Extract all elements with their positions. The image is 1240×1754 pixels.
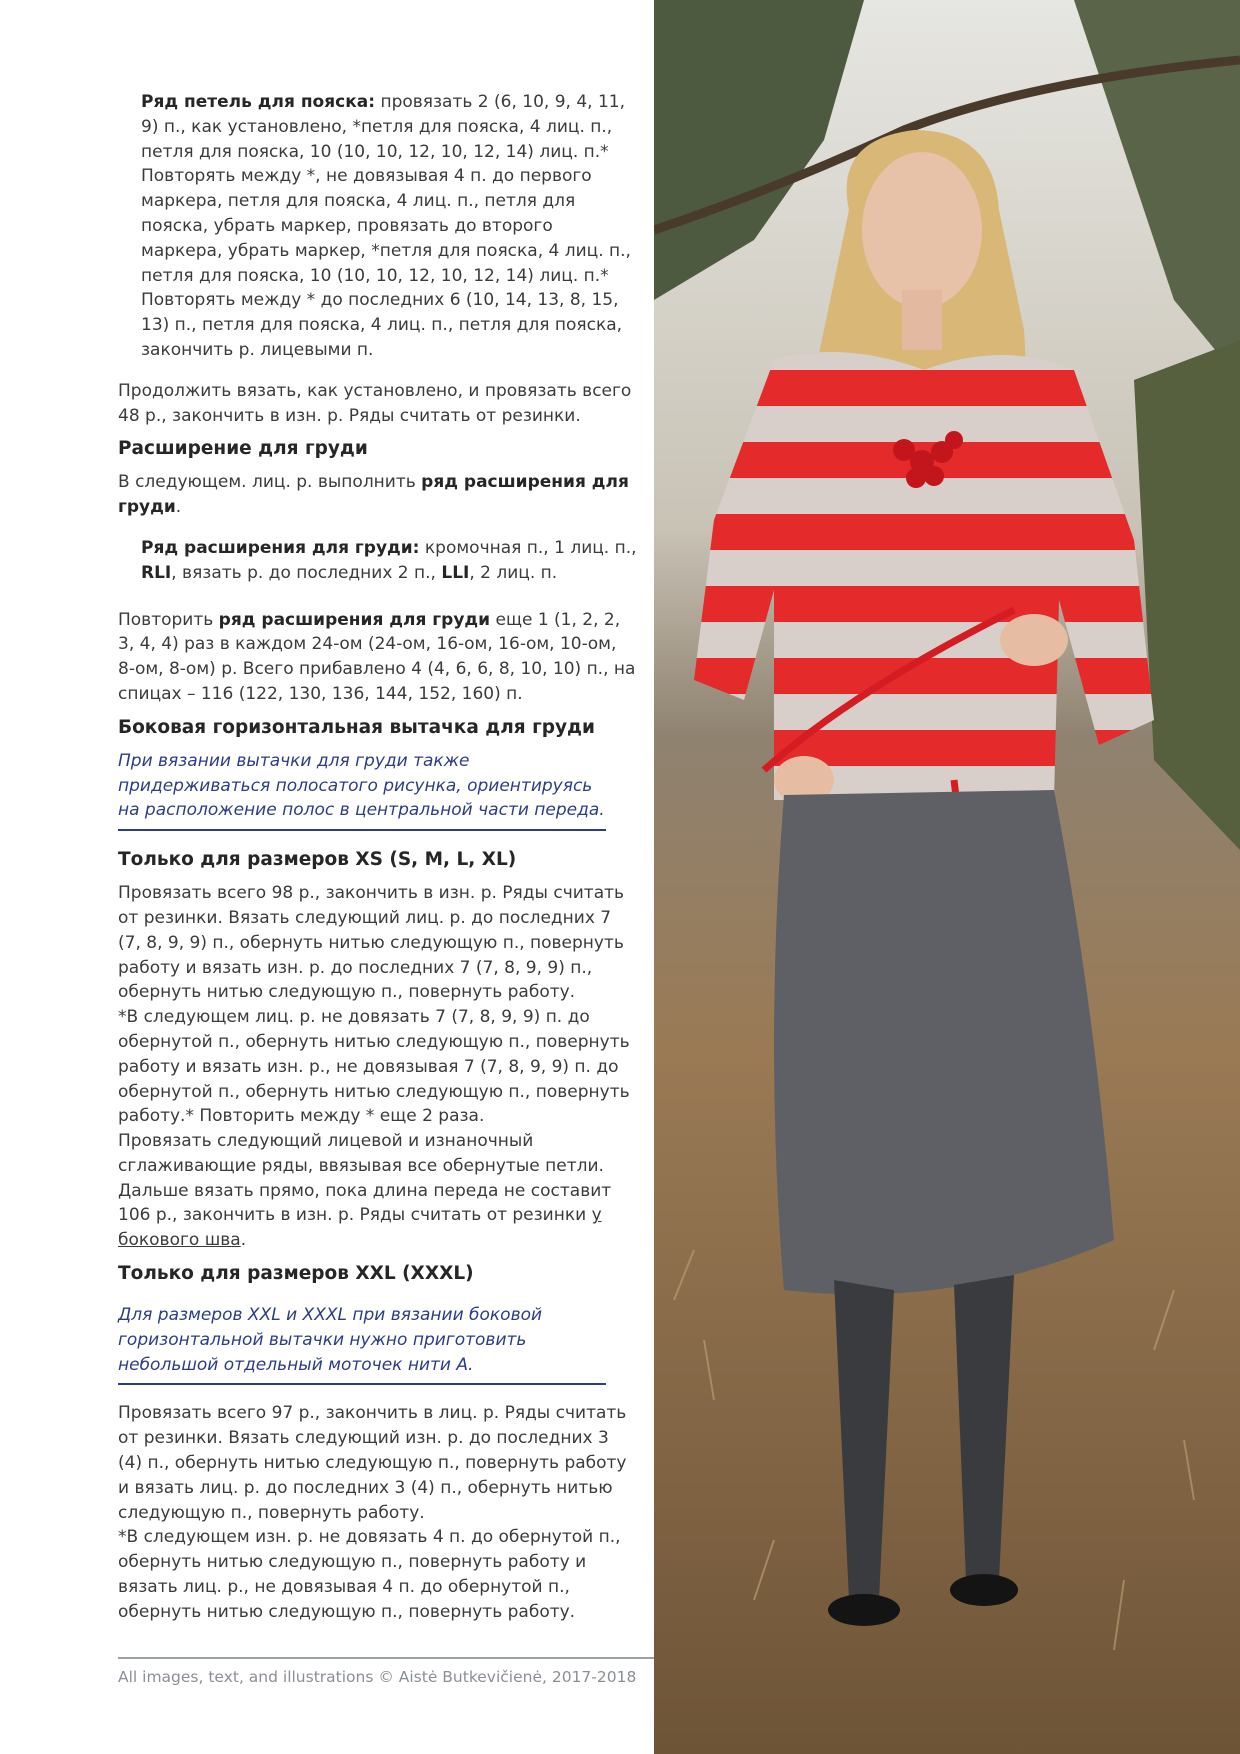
right-shoe <box>950 1574 1018 1606</box>
woman-in-striped-sweater-photo <box>654 0 1240 1754</box>
neck <box>902 290 942 350</box>
left-hand <box>1000 614 1068 666</box>
grey-skirt <box>774 790 1114 1294</box>
copyright-footer: All images, text, and illustrations © Aistė Butkevičienė, 2017-2018 <box>118 1668 637 1686</box>
bust-increase-repeat: Повторить ряд расширения для груди еще 1 (1, 2, 2, 3, 4, 4) раз в каждом 24-ом (24-ом, 16-ом, 16-ом, 10-ом, 8-ом, 8-ом) р. Всего прибавлено 4 (4, 6, 6, 8, 10, 10) п., на спицах – 116 (122, 130, 136, 144, 152, 160) п. <box>118 609 636 704</box>
belt-row-label: Ряд петель для пояска: <box>141 92 376 112</box>
instructions-column <box>118 90 638 1625</box>
left-shoe <box>828 1594 900 1626</box>
footer-divider <box>118 1657 654 1659</box>
bust-increase-row: Ряд расширения для груди: кромочная п., 1 лиц. п., RLI, вязать р. до последних 2 п., LLI, 2 лиц. п. <box>141 537 637 583</box>
sizes-xs-xl-p2: *В следующем лиц. р. не довязать 7 (7, 8, 9, 9) п. до обернутой п., обернуть нитью следующую п., повернуть работу и вязать изн. р., не довязывая 7 (7, 8, 9, 9) п. до обернутой п., обернуть нитью следующую п., повернуть работу.* Повторить между * еще 2 раза. <box>118 1007 630 1127</box>
sizes-xxl-heading: Только для размеров XXL (XXXL) <box>118 1263 474 1285</box>
bust-increase-heading: Расширение для груди <box>118 438 368 460</box>
side-dart-heading: Боковая горизонтальная вытачка для груди <box>118 716 595 738</box>
side-dart-note: При вязании вытачки для груди также придерживаться полосатого рисунка, ориентируясь на расположение полос в центральной части переда. <box>118 749 606 831</box>
sizes-xxl-p1: Провязать всего 97 р., закончить в лиц. р. Ряды считать от резинки. Вязать следующий изн. р. до последних 3 (4) п., обернуть нитью следующую п., повернуть работу и вязать лиц. р. до последних 3 (4) п., обернуть нитью следующую п., повернуть работу. <box>118 1403 627 1523</box>
sizes-xs-xl-p3: Провязать следующий лицевой и изнаночный сглаживающие ряды, ввязывая все обернутые петли. Дальше вязать прямо, пока длина переда не составит 106 р., закончить в изн. р. Ряды считать от резинки у бокового шва. <box>118 1131 612 1251</box>
face <box>862 152 982 308</box>
bust-increase-intro: В следующем. лиц. р. выполнить ряд расширения для груди. <box>118 472 629 518</box>
belt-row-paragraph <box>118 90 638 363</box>
side-seam-link: у бокового шва <box>118 1205 602 1251</box>
belt-row-text: провязать 2 (6, 10, 9, 4, 11, 9) п., как установлено, *петля для пояска, 4 лиц. п., петля для пояска, 10 (10, 10, 12, 10, 12, 14) лиц. п.* Повторять между *, не довязывая 4 п. до первого маркера, петля для пояска, 4 лиц. п., петля для пояска, убрать маркер, провязать до второго маркера, убрать маркер, *петля для пояска, 4 лиц. п., петля для пояска, 10 (10, 10, 12, 10, 12, 14) лиц. п.* Повторять между * до последних 6 (10, 14, 13, 8, 15, 13) п., петля для пояска, 4 лиц. п., петля для пояска, закончить р. лицевыми п. <box>141 92 631 360</box>
sizes-xxl-p2: *В следующем изн. р. не довязать 4 п. до обернутой п., обернуть нитью следующую п., повернуть работу и вязать лиц. р., не довязывая 4 п. до обернутой п., обернуть нитью следующую п., повернуть работу. <box>118 1527 621 1622</box>
sizes-xxl-note: Для размеров XXL и XXXL при вязании боковой горизонтальной вытачки нужно приготовить небольшой отдельный моточек нити А. <box>118 1303 606 1385</box>
sizes-xs-xl-heading: Только для размеров XS (S, M, L, XL) <box>118 849 517 871</box>
continue-paragraph: Продолжить вязать, как установлено, и провязать всего 48 р., закончить в изн. р. Ряды считать от резинки. <box>118 380 632 426</box>
sizes-xs-xl-p1: Провязать всего 98 р., закончить в изн. р. Ряды считать от резинки. Вязать следующий лиц. р. до последних 7 (7, 8, 9, 9) п., обернуть нитью следующую п., повернуть работу и вязать изн. р. до последних 7 (7, 8, 9, 9) п., обернуть нитью следующую п., повернуть работу. <box>118 883 625 1003</box>
